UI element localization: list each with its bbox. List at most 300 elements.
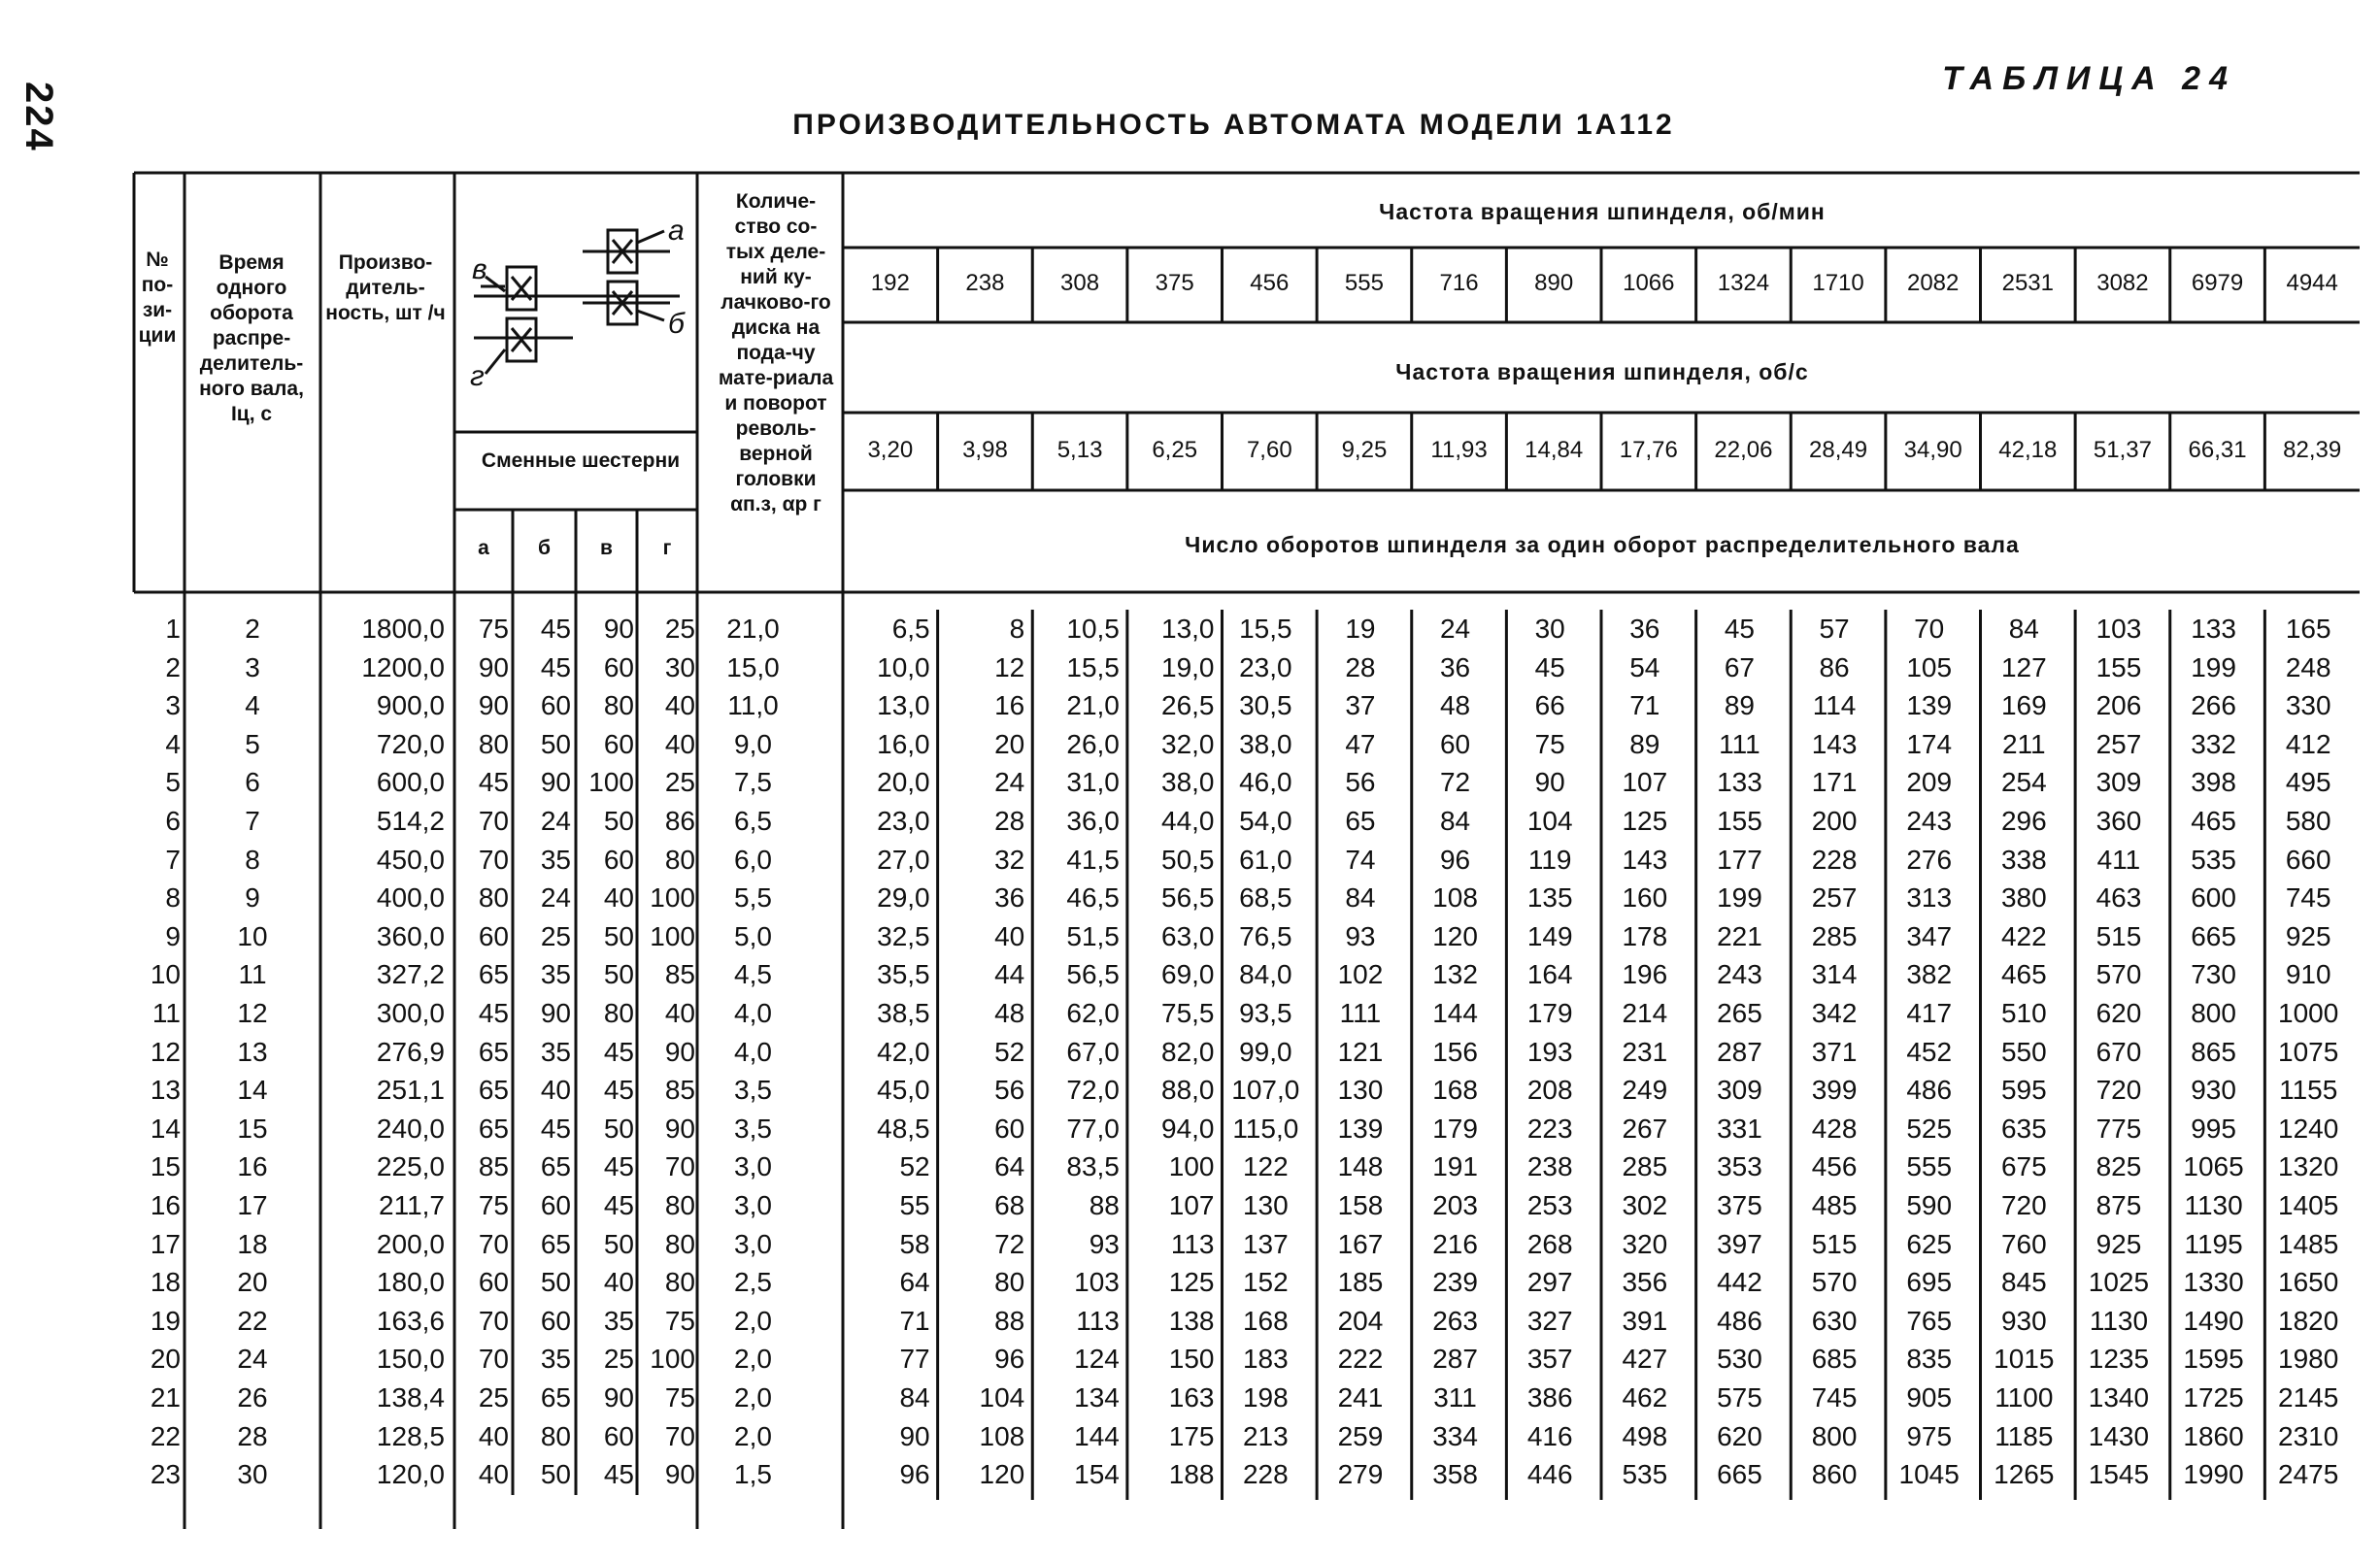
spindle-revs-cell: 1490 (2183, 1305, 2244, 1336)
gear-g-cell: 80 (664, 1228, 695, 1259)
spindle-revs-cell: 1015 (1994, 1344, 2055, 1375)
spindle-revs-cell: 132 (1432, 959, 1478, 990)
spindle-revs-cell: 48 (994, 998, 1025, 1028)
spindle-revs-cell: 75,5 (1161, 998, 1215, 1028)
spindle-revs-cell: 800 (2191, 998, 2236, 1028)
spindle-revs-cell: 279 (1337, 1459, 1384, 1490)
productivity-cell: 300,0 (376, 998, 445, 1028)
spindle-revs-cell: 90 (1534, 767, 1565, 798)
gear-g-cell: 85 (664, 959, 695, 990)
spindle-revs-cell: 12 (994, 651, 1025, 682)
spindle-revs-cell: 800 (1811, 1420, 1858, 1451)
spindle-revs-cell: 535 (2191, 844, 2236, 875)
spindle-revs-cell: 1980 (2278, 1344, 2339, 1375)
cam-divisions-cell: 1,5 (734, 1459, 772, 1490)
spindle-revs-cell: 422 (2000, 920, 2047, 951)
spindle-revs-cell: 42,0 (877, 1036, 930, 1067)
spindle-revs-cell: 72,0 (1066, 1075, 1120, 1106)
gear-v-cell: 25 (603, 1344, 634, 1375)
spindle-revs-cell: 1155 (2279, 1075, 2338, 1106)
gear-g-cell: 75 (664, 1382, 695, 1413)
spindle-revs-cell: 353 (1717, 1151, 1762, 1182)
cycle-time-cell: 13 (237, 1036, 268, 1067)
spindle-revs-cell: 163 (1168, 1382, 1215, 1413)
spindle-revs-cell: 360 (2095, 806, 2142, 836)
spindle-revs-cell: 86 (1819, 651, 1850, 682)
spindle-revs-cell: 52 (994, 1036, 1025, 1067)
gear-a-cell: 40 (478, 1420, 509, 1451)
spindle-revs-cell: 96 (1439, 844, 1471, 875)
spindle-revs-cell: 765 (1906, 1305, 1953, 1336)
spindle-revs-cell: 130 (1337, 1075, 1384, 1106)
rpm-value: 375 (1155, 270, 1194, 296)
spindle-revs-cell: 57 (1819, 614, 1850, 644)
gear-v-cell: 100 (588, 767, 634, 798)
spindle-revs-cell: 88 (994, 1305, 1025, 1336)
spindle-revs-cell: 111 (1339, 998, 1382, 1028)
cam-divisions-cell: 4,0 (734, 1036, 772, 1067)
spindle-revs-cell: 96 (994, 1344, 1025, 1375)
gear-v-cell: 90 (603, 1382, 634, 1413)
spindle-revs-cell: 90 (899, 1420, 930, 1451)
rpm-value: 2082 (1906, 270, 1960, 296)
cycle-time-cell: 26 (237, 1382, 268, 1413)
cam-divisions-cell: 2,0 (734, 1305, 772, 1336)
productivity-cell: 150,0 (376, 1344, 445, 1375)
spindle-revs-cell: 61,0 (1239, 844, 1292, 875)
productivity-cell: 600,0 (376, 767, 445, 798)
position-cell: 2 (165, 651, 181, 682)
spindle-revs-cell: 188 (1168, 1459, 1215, 1490)
spindle-revs-cell: 26,0 (1066, 728, 1120, 759)
spindle-revs-cell: 665 (2191, 920, 2236, 951)
spindle-revs-cell: 158 (1337, 1190, 1384, 1220)
spindle-revs-cell: 442 (1717, 1267, 1762, 1298)
spindle-revs-cell: 465 (2000, 959, 2047, 990)
cam-divisions-cell: 6,0 (734, 844, 772, 875)
header-change-gears: Сменные шестерни (481, 449, 681, 472)
spindle-revs-cell: 925 (2285, 920, 2331, 951)
spindle-revs-cell: 1100 (1995, 1382, 2054, 1413)
spindle-revs-cell: 54 (1629, 651, 1660, 682)
spindle-revs-cell: 77,0 (1066, 1113, 1120, 1144)
spindle-revs-cell: 120 (1432, 920, 1478, 951)
gear-col-header: а (478, 537, 489, 559)
spindle-revs-cell: 620 (2095, 998, 2142, 1028)
spindle-revs-cell: 15,5 (1066, 651, 1120, 682)
spindle-revs-cell: 45 (1534, 651, 1565, 682)
spindle-revs-cell: 309 (1717, 1075, 1762, 1106)
cycle-time-cell: 12 (237, 998, 268, 1028)
productivity-cell: 720,0 (376, 728, 445, 759)
spindle-revs-cell: 386 (1526, 1382, 1573, 1413)
spindle-revs-cell: 93 (1345, 920, 1376, 951)
spindle-revs-cell: 165 (2285, 614, 2331, 644)
gear-a-cell: 60 (478, 1267, 509, 1298)
spindle-revs-cell: 70 (1914, 614, 1945, 644)
gear-v-cell: 90 (603, 614, 634, 644)
gear-a-cell: 65 (478, 959, 509, 990)
gear-v-cell: 60 (603, 1420, 634, 1451)
spindle-revs-cell: 411 (2096, 844, 2141, 875)
cycle-time-cell: 9 (245, 882, 260, 914)
gear-a-cell: 90 (478, 690, 509, 721)
spindle-revs-cell: 358 (1432, 1459, 1478, 1490)
spindle-revs-cell: 1235 (2088, 1344, 2150, 1375)
spindle-revs-cell: 287 (1717, 1036, 1762, 1067)
gear-b-cell: 60 (540, 1305, 571, 1336)
spindle-revs-cell: 143 (1811, 728, 1858, 759)
spindle-revs-cell: 37 (1345, 690, 1376, 721)
spindle-revs-cell: 1075 (2278, 1036, 2339, 1067)
spindle-revs-cell: 36,0 (1066, 806, 1120, 836)
spindle-revs-cell: 36 (1629, 614, 1660, 644)
productivity-cell: 180,0 (376, 1267, 445, 1298)
spindle-revs-cell: 267 (1622, 1113, 1668, 1144)
spindle-revs-cell: 259 (1337, 1420, 1384, 1451)
spindle-revs-cell: 19 (1345, 614, 1376, 644)
spindle-revs-cell: 114 (1812, 690, 1857, 721)
spindle-revs-cell: 228 (1811, 844, 1858, 875)
spindle-revs-cell: 88,0 (1161, 1075, 1215, 1106)
cam-divisions-cell: 3,5 (734, 1075, 772, 1106)
spindle-revs-cell: 254 (2000, 767, 2047, 798)
spindle-revs-cell: 199 (2191, 651, 2236, 682)
rps-value: 28,49 (1809, 437, 1868, 463)
position-cell: 9 (165, 920, 181, 951)
spindle-revs-cell: 102 (1337, 959, 1384, 990)
spindle-revs-cell: 8 (1009, 614, 1025, 644)
gear-b-cell: 35 (540, 1036, 571, 1067)
spindle-revs-cell: 391 (1622, 1305, 1668, 1336)
spindle-revs-cell: 485 (1811, 1190, 1858, 1220)
header-cycle-time: Время одного оборота распре-делитель-ного вала, Iц, с (199, 251, 304, 425)
spindle-revs-cell: 10,5 (1066, 614, 1120, 644)
spindle-revs-cell: 137 (1242, 1228, 1289, 1259)
spindle-revs-cell: 27,0 (877, 844, 930, 875)
spindle-revs-cell: 23,0 (1239, 651, 1292, 682)
gear-g-cell: 25 (664, 767, 695, 798)
spindle-revs-cell: 111 (1719, 728, 1760, 759)
gear-b-cell: 60 (540, 690, 571, 721)
spindle-revs-cell: 28 (994, 806, 1025, 836)
spindle-revs-cell: 675 (2000, 1151, 2047, 1182)
rps-value: 51,37 (2093, 437, 2152, 463)
spindle-revs-cell: 398 (2191, 767, 2236, 798)
spindle-revs-cell: 685 (1811, 1344, 1858, 1375)
productivity-cell: 240,0 (376, 1113, 445, 1144)
spindle-revs-cell: 168 (1432, 1075, 1478, 1106)
position-cell: 16 (150, 1190, 181, 1220)
spindle-revs-cell: 1000 (2278, 998, 2339, 1028)
spindle-revs-cell: 148 (1337, 1151, 1384, 1182)
header-position: № по-зи-ции (138, 249, 177, 347)
spindle-revs-cell: 2475 (2278, 1459, 2339, 1490)
gear-v-cell: 50 (603, 959, 634, 990)
spindle-revs-cell: 825 (2095, 1151, 2142, 1182)
spindle-revs-cell: 486 (1906, 1075, 1953, 1106)
gear-col-header: в (600, 537, 613, 559)
spindle-revs-cell: 29,0 (877, 882, 930, 914)
spindle-revs-cell: 203 (1432, 1190, 1478, 1220)
spindle-revs-cell: 550 (2000, 1036, 2047, 1067)
gear-a-cell: 70 (478, 1228, 509, 1259)
spindle-revs-cell: 1330 (2183, 1267, 2244, 1298)
spindle-revs-cell: 630 (1811, 1305, 1858, 1336)
spindle-revs-cell: 462 (1622, 1382, 1668, 1413)
rps-value: 34,90 (1903, 437, 1962, 463)
rps-value: 17,76 (1619, 437, 1678, 463)
gear-b-cell: 65 (540, 1382, 571, 1413)
rpm-value: 1324 (1717, 270, 1770, 296)
spindle-revs-cell: 257 (1811, 882, 1858, 914)
gear-g-cell: 40 (664, 998, 695, 1028)
spindle-revs-cell: 69,0 (1161, 959, 1215, 990)
productivity-cell: 138,4 (376, 1382, 445, 1413)
cycle-time-cell: 2 (245, 614, 260, 644)
spindle-revs-cell: 164 (1526, 959, 1573, 990)
spindle-revs-cell: 297 (1526, 1267, 1573, 1298)
spindle-revs-cell: 330 (2285, 690, 2331, 721)
spindle-revs-cell: 160 (1622, 882, 1668, 914)
spindle-revs-cell: 525 (1906, 1113, 1953, 1144)
spindle-revs-cell: 108 (1432, 882, 1478, 914)
spindle-revs-cell: 535 (1622, 1459, 1668, 1490)
spindle-revs-cell: 185 (1337, 1267, 1384, 1298)
spindle-revs-cell: 83,5 (1066, 1151, 1120, 1182)
productivity-cell: 225,0 (376, 1151, 445, 1182)
spindle-revs-cell: 45 (1724, 614, 1756, 644)
gear-v-cell: 45 (603, 1190, 634, 1220)
spindle-revs-cell: 222 (1337, 1344, 1384, 1375)
spindle-revs-cell: 63,0 (1161, 920, 1215, 951)
position-cell: 7 (165, 844, 181, 875)
gear-a-cell: 75 (478, 1190, 509, 1220)
spindle-revs-cell: 56 (1345, 767, 1376, 798)
spindle-revs-cell: 356 (1622, 1267, 1668, 1298)
spindle-revs-cell: 62,0 (1066, 998, 1120, 1028)
spindle-revs-cell: 89 (1724, 690, 1756, 721)
spindle-revs-cell: 720 (2095, 1075, 2142, 1106)
spindle-revs-cell: 905 (1906, 1382, 1953, 1413)
spindle-revs-cell: 20,0 (877, 767, 930, 798)
gear-g-cell: 75 (664, 1305, 695, 1336)
rps-value: 66,31 (2188, 437, 2247, 463)
cam-divisions-cell: 3,0 (734, 1228, 772, 1259)
spindle-revs-cell: 249 (1622, 1075, 1668, 1106)
spindle-revs-cell: 1130 (2089, 1305, 2149, 1336)
spindle-revs-cell: 30 (1534, 614, 1565, 644)
header-spindle-rps: Частота вращения шпинделя, об/с (1395, 359, 1809, 384)
spindle-revs-cell: 156 (1432, 1036, 1478, 1067)
spindle-revs-cell: 380 (2000, 882, 2047, 914)
spindle-revs-cell: 191 (1432, 1151, 1478, 1182)
spindle-revs-cell: 89 (1629, 728, 1660, 759)
spindle-revs-cell: 209 (1906, 767, 1953, 798)
spindle-revs-cell: 530 (1717, 1344, 1762, 1375)
spindle-revs-cell: 1650 (2278, 1267, 2339, 1298)
spindle-revs-cell: 925 (2095, 1228, 2142, 1259)
spindle-revs-cell: 311 (1433, 1382, 1477, 1413)
spindle-revs-cell: 463 (2095, 882, 2142, 914)
spindle-revs-cell: 199 (1717, 882, 1762, 914)
cycle-time-cell: 3 (245, 651, 260, 682)
spindle-revs-cell: 71 (1629, 690, 1660, 721)
spindle-revs-cell: 119 (1527, 844, 1572, 875)
spindle-revs-cell: 31,0 (1066, 767, 1120, 798)
spindle-revs-cell: 32 (994, 844, 1025, 875)
spindle-revs-cell: 30,5 (1239, 690, 1292, 721)
rpm-value: 238 (965, 270, 1005, 296)
spindle-revs-cell: 625 (1906, 1228, 1953, 1259)
position-cell: 12 (150, 1036, 181, 1067)
spindle-revs-cell: 75 (1534, 728, 1565, 759)
spindle-revs-cell: 196 (1622, 959, 1668, 990)
spindle-revs-cell: 2145 (2278, 1382, 2339, 1413)
gear-v-cell: 45 (603, 1459, 634, 1490)
position-cell: 15 (150, 1151, 181, 1182)
gear-v-cell: 40 (603, 1267, 634, 1298)
spindle-revs-cell: 124 (1074, 1344, 1120, 1375)
rpm-value: 456 (1250, 270, 1290, 296)
spindle-revs-cell: 36 (994, 882, 1025, 914)
productivity-cell: 163,6 (376, 1305, 445, 1336)
table-label: ТАБЛИЦА 24 (1942, 60, 2236, 97)
gear-a-cell: 45 (478, 767, 509, 798)
spindle-revs-cell: 1595 (2183, 1344, 2244, 1375)
spindle-revs-cell: 107 (1168, 1190, 1215, 1220)
spindle-revs-cell: 103 (2095, 614, 2142, 644)
rps-value: 3,20 (867, 437, 914, 463)
spindle-revs-cell: 446 (1526, 1459, 1573, 1490)
spindle-revs-cell: 104 (979, 1382, 1025, 1413)
gear-v-cell: 80 (603, 690, 634, 721)
spindle-revs-cell: 125 (1622, 806, 1668, 836)
gear-a-cell: 80 (478, 882, 509, 914)
spindle-revs-cell: 108 (979, 1420, 1025, 1451)
cycle-time-cell: 22 (237, 1305, 268, 1336)
cam-divisions-cell: 4,0 (734, 998, 772, 1028)
spindle-revs-cell: 144 (1432, 998, 1478, 1028)
spindle-revs-cell: 495 (2285, 767, 2331, 798)
spindle-revs-cell: 99,0 (1239, 1036, 1292, 1067)
spindle-revs-cell: 347 (1906, 920, 1953, 951)
spindle-revs-cell: 206 (2095, 690, 2142, 721)
spindle-revs-cell: 133 (2191, 614, 2236, 644)
gear-b-cell: 45 (540, 651, 571, 682)
cycle-time-cell: 7 (245, 806, 260, 836)
spindle-revs-cell: 174 (1906, 728, 1953, 759)
spindle-revs-cell: 45,0 (877, 1075, 930, 1106)
gear-b-cell: 25 (540, 920, 571, 951)
spindle-revs-cell: 55 (899, 1190, 930, 1220)
spindle-revs-cell: 263 (1432, 1305, 1478, 1336)
spindle-revs-cell: 65 (1345, 806, 1376, 836)
gear-b-cell: 50 (540, 728, 571, 759)
rps-value: 22,06 (1714, 437, 1773, 463)
gear-g-cell: 70 (664, 1151, 695, 1182)
spindle-revs-cell: 84 (2008, 614, 2039, 644)
position-cell: 8 (165, 882, 181, 914)
spindle-revs-cell: 510 (2000, 998, 2047, 1028)
spindle-revs-cell: 13,0 (1161, 614, 1215, 644)
spindle-revs-cell: 48,5 (877, 1113, 930, 1144)
spindle-revs-cell: 138 (1168, 1305, 1215, 1336)
spindle-revs-cell: 38,0 (1239, 728, 1292, 759)
productivity-cell: 128,5 (376, 1420, 445, 1451)
spindle-revs-cell: 139 (1906, 690, 1953, 721)
cam-divisions-cell: 7,5 (734, 767, 772, 798)
gear-a-cell: 70 (478, 844, 509, 875)
spindle-revs-cell: 105 (1906, 651, 1953, 682)
cycle-time-cell: 8 (245, 844, 260, 875)
spindle-revs-cell: 327 (1526, 1305, 1573, 1336)
gear-a-cell: 80 (478, 728, 509, 759)
spindle-revs-cell: 88 (1089, 1190, 1120, 1220)
spindle-revs-cell: 93 (1089, 1228, 1120, 1259)
spindle-revs-cell: 865 (2191, 1036, 2236, 1067)
spindle-revs-cell: 296 (2000, 806, 2047, 836)
rpm-value: 555 (1344, 270, 1384, 296)
spindle-revs-cell: 428 (1811, 1113, 1858, 1144)
cam-divisions-cell: 15,0 (726, 651, 780, 682)
spindle-revs-cell: 72 (994, 1228, 1025, 1259)
diagram-label-v: в (472, 253, 487, 285)
gear-a-cell: 45 (478, 998, 509, 1028)
spindle-revs-cell: 1045 (1898, 1459, 1960, 1490)
productivity-cell: 251,1 (376, 1075, 445, 1106)
gear-b-cell: 50 (540, 1459, 571, 1490)
spindle-revs-cell: 10,0 (877, 651, 930, 682)
spindle-revs-cell: 1025 (2088, 1267, 2150, 1298)
spindle-revs-cell: 41,5 (1066, 844, 1120, 875)
rpm-value: 716 (1439, 270, 1479, 296)
spindle-revs-cell: 80 (994, 1267, 1025, 1298)
spindle-revs-cell: 46,0 (1239, 767, 1292, 798)
gear-b-cell: 90 (540, 767, 571, 798)
spindle-revs-cell: 84 (899, 1382, 930, 1413)
gear-b-cell: 90 (540, 998, 571, 1028)
spindle-revs-cell: 48 (1439, 690, 1471, 721)
gear-g-cell: 40 (664, 728, 695, 759)
spindle-revs-cell: 76,5 (1239, 920, 1292, 951)
position-cell: 13 (150, 1075, 181, 1106)
position-cell: 6 (165, 806, 181, 836)
gear-v-cell: 50 (603, 806, 634, 836)
spindle-revs-cell: 115,0 (1232, 1113, 1299, 1144)
spindle-revs-cell: 635 (2000, 1113, 2047, 1144)
spindle-revs-cell: 241 (1337, 1382, 1384, 1413)
spindle-revs-cell: 46,5 (1066, 882, 1120, 914)
spindle-revs-cell: 660 (2285, 844, 2331, 875)
spindle-revs-cell: 760 (2000, 1228, 2047, 1259)
spindle-revs-cell: 268 (1526, 1228, 1573, 1259)
spindle-revs-cell: 265 (1717, 998, 1762, 1028)
spindle-revs-cell: 845 (2000, 1267, 2047, 1298)
spindle-revs-cell: 1485 (2278, 1228, 2339, 1259)
spindle-revs-cell: 179 (1432, 1113, 1478, 1144)
spindle-revs-cell: 211 (2001, 728, 2046, 759)
spindle-revs-cell: 13,0 (877, 690, 930, 721)
spindle-revs-cell: 152 (1242, 1267, 1289, 1298)
rps-value: 3,98 (962, 437, 1008, 463)
spindle-revs-cell: 144 (1074, 1420, 1120, 1451)
position-cell: 10 (150, 959, 181, 990)
spindle-revs-cell: 314 (1811, 959, 1858, 990)
spindle-revs-cell: 84 (1345, 882, 1376, 914)
spindle-revs-cell: 1725 (2183, 1382, 2244, 1413)
cam-divisions-cell: 2,0 (734, 1420, 772, 1451)
